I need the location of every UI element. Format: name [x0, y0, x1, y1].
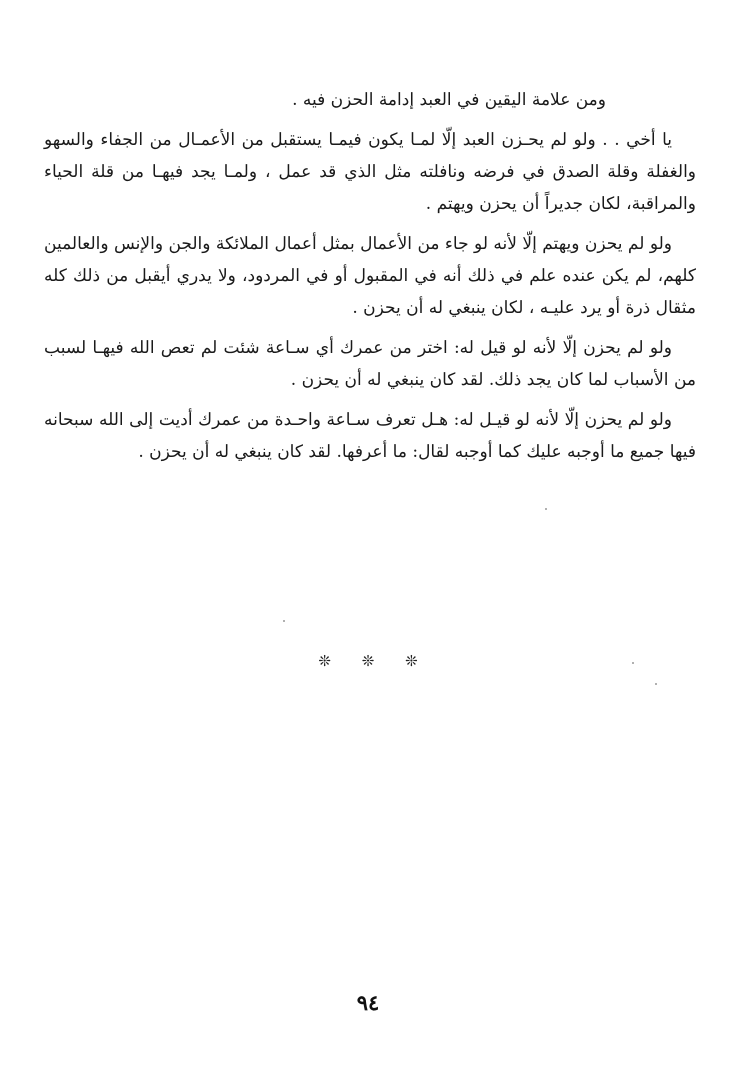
paragraph-2: يا أخي . . ولو لم يحـزن العبد إلّا لمـا يكون فيمـا يستقبل من الأعمـال من الجفاء والسهو والغفلة وقلة الصدق في فرضه ونافلته مثل الذي قد عمل ، ولمـا يجد فيهـا من قلة الحياء والمراقبة، لكان جديراً أن يحزن ويهتم . — [44, 130, 696, 214]
section-divider — [0, 652, 736, 670]
scan-speck — [545, 508, 547, 510]
asterism-icon: ❊ — [405, 652, 418, 670]
asterism-icon: ❊ — [318, 652, 331, 670]
paragraph-3: ولو لم يحزن ويهتم إلّا لأنه لو جاء من الأعمال بمثل أعمال الملائكة والجن والإنس والعالمين كلهم، لم يكن عنده علم في ذلك أنه في المقبول أو في المردود، ولا يدري أيقبل من ذلك كله مثقال ذرة أو يرد عليـه ، لكان ينبغي له أن يحزن . — [44, 234, 696, 318]
paragraph-1: ومن علامة اليقين في العبد إدامة الحزن فيه . — [292, 90, 606, 110]
main-text — [44, 84, 696, 476]
scan-speck — [655, 683, 657, 685]
scan-speck — [283, 620, 285, 622]
paragraph-4: ولو لم يحزن إلّا لأنه لو قيل له: اختر من عمرك أي سـاعة شئت لم تعص الله فيهـا لسبب من الأسباب لما كان يجد ذلك. لقد كان ينبغي له أن يحزن . — [44, 338, 696, 390]
paragraph-5: ولو لم يحزن إلّا لأنه لو قيـل له: هـل تعرف سـاعة واحـدة من عمرك أديت إلى الله سبحانه فيها جميع ما أوجبه عليك كما أوجبه لقال: ما أعرفها. لقد كان ينبغي له أن يحزن . — [44, 410, 696, 462]
page-number: ٩٤ — [356, 990, 380, 1015]
scan-speck — [632, 662, 634, 664]
asterism-icon: ❊ — [361, 652, 375, 670]
